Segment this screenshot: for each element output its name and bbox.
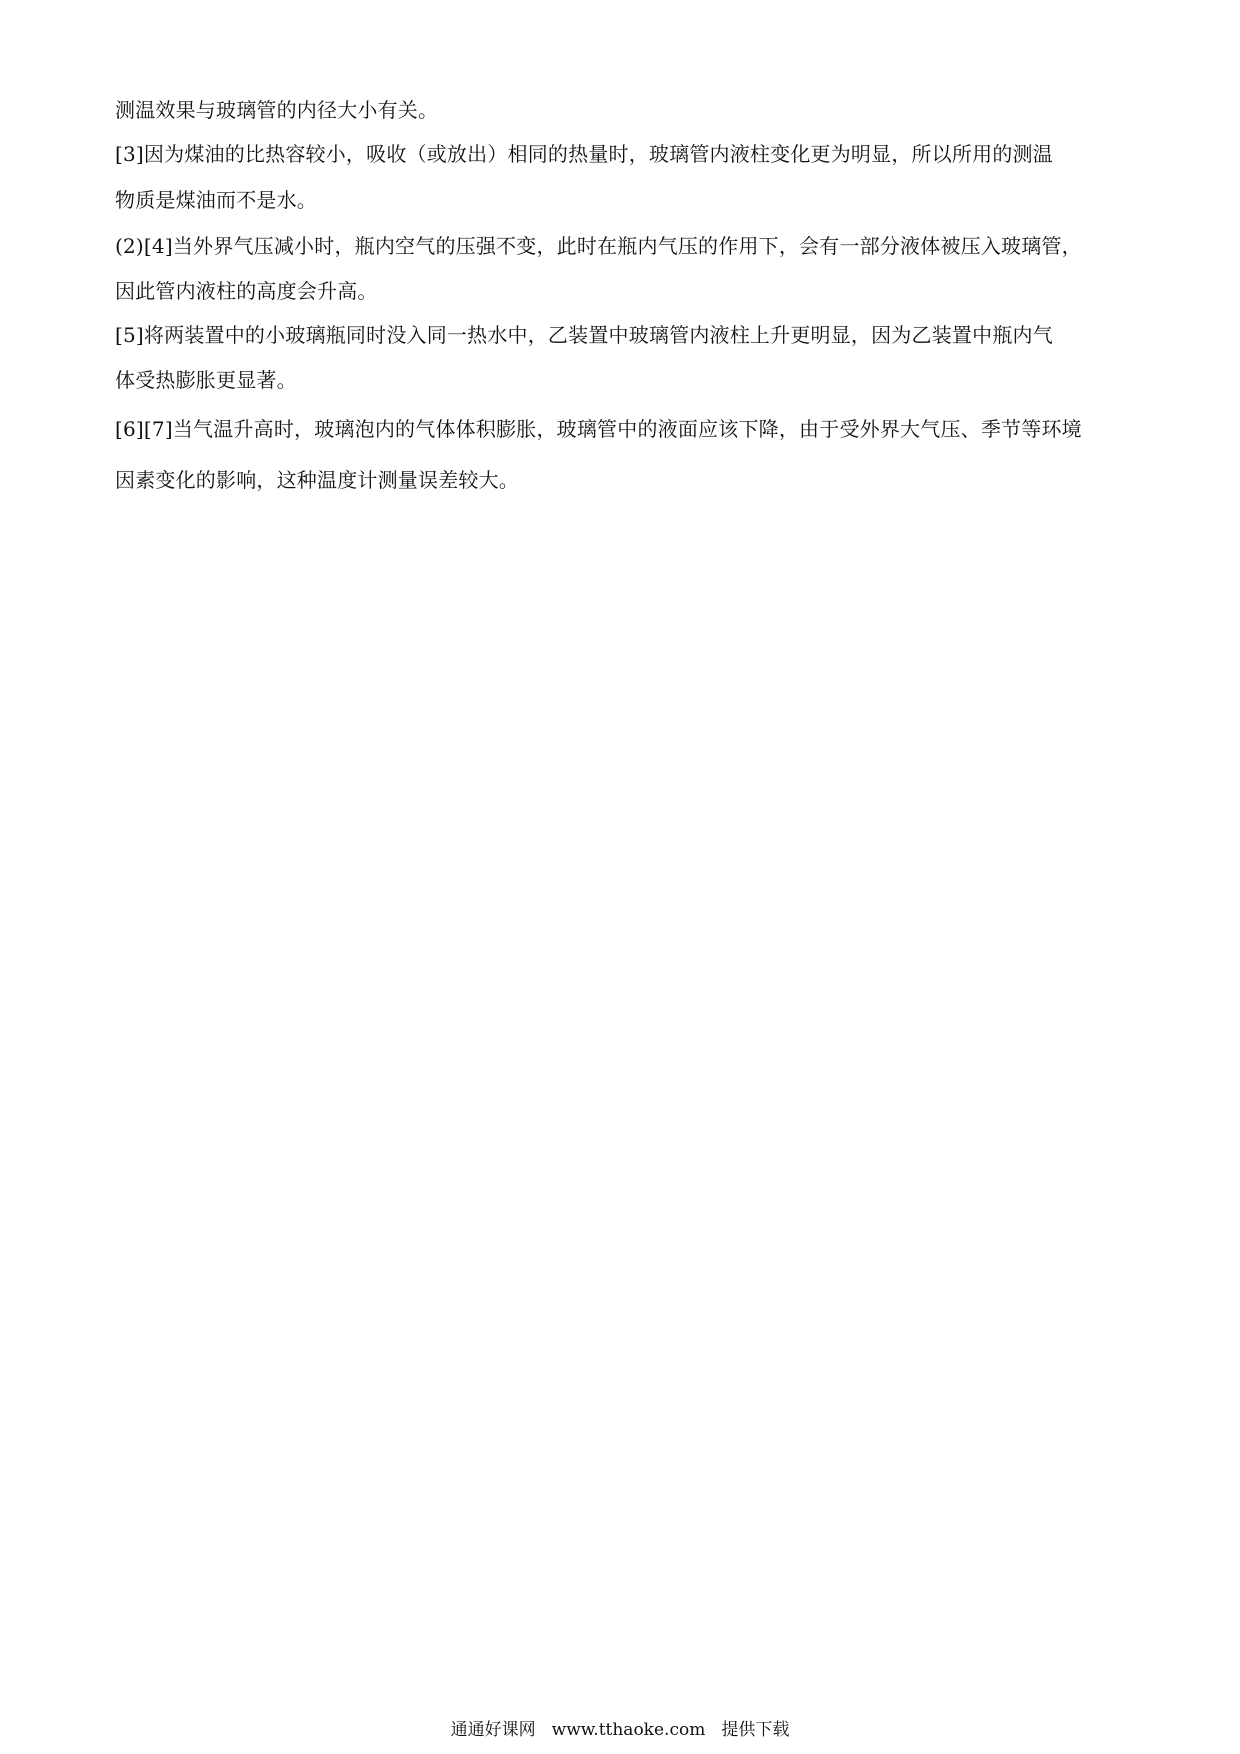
text-line: 测温效果与玻璃管的内径大小有关。 xyxy=(115,98,439,122)
text-line: 体受热膨胀更显著。 xyxy=(115,368,297,392)
text-line: 物质是煤油而不是水。 xyxy=(115,188,317,212)
text-line: (2)[4]当外界气压减小时，瓶内空气的压强不变，此时在瓶内气压的作用下，会有一部分液体被压入玻璃管， xyxy=(115,234,1082,258)
page-footer xyxy=(0,1718,1240,1742)
text-line: 因素变化的影响，这种温度计测量误差较大。 xyxy=(115,468,519,492)
footer-url: www.tthaoke.com xyxy=(551,1720,706,1740)
text-line: 因此管内液柱的高度会升高。 xyxy=(115,279,378,303)
text-line: [6][7]当气温升高时，玻璃泡内的气体体积膨胀，玻璃管中的液面应该下降，由于受外界大气压、季节等环境 xyxy=(115,417,1082,441)
footer-site-name: 通通好课网 xyxy=(450,1720,536,1740)
text-line: [5]将两装置中的小玻璃瓶同时没入同一热水中，乙装置中玻璃管内液柱上升更明显，因为乙装置中瓶内气 xyxy=(115,323,1053,347)
text-line: [3]因为煤油的比热容较小，吸收（或放出）相同的热量时，玻璃管内液柱变化更为明显，所以所用的测温 xyxy=(115,142,1053,166)
footer-suffix: 提供下载 xyxy=(721,1720,790,1740)
